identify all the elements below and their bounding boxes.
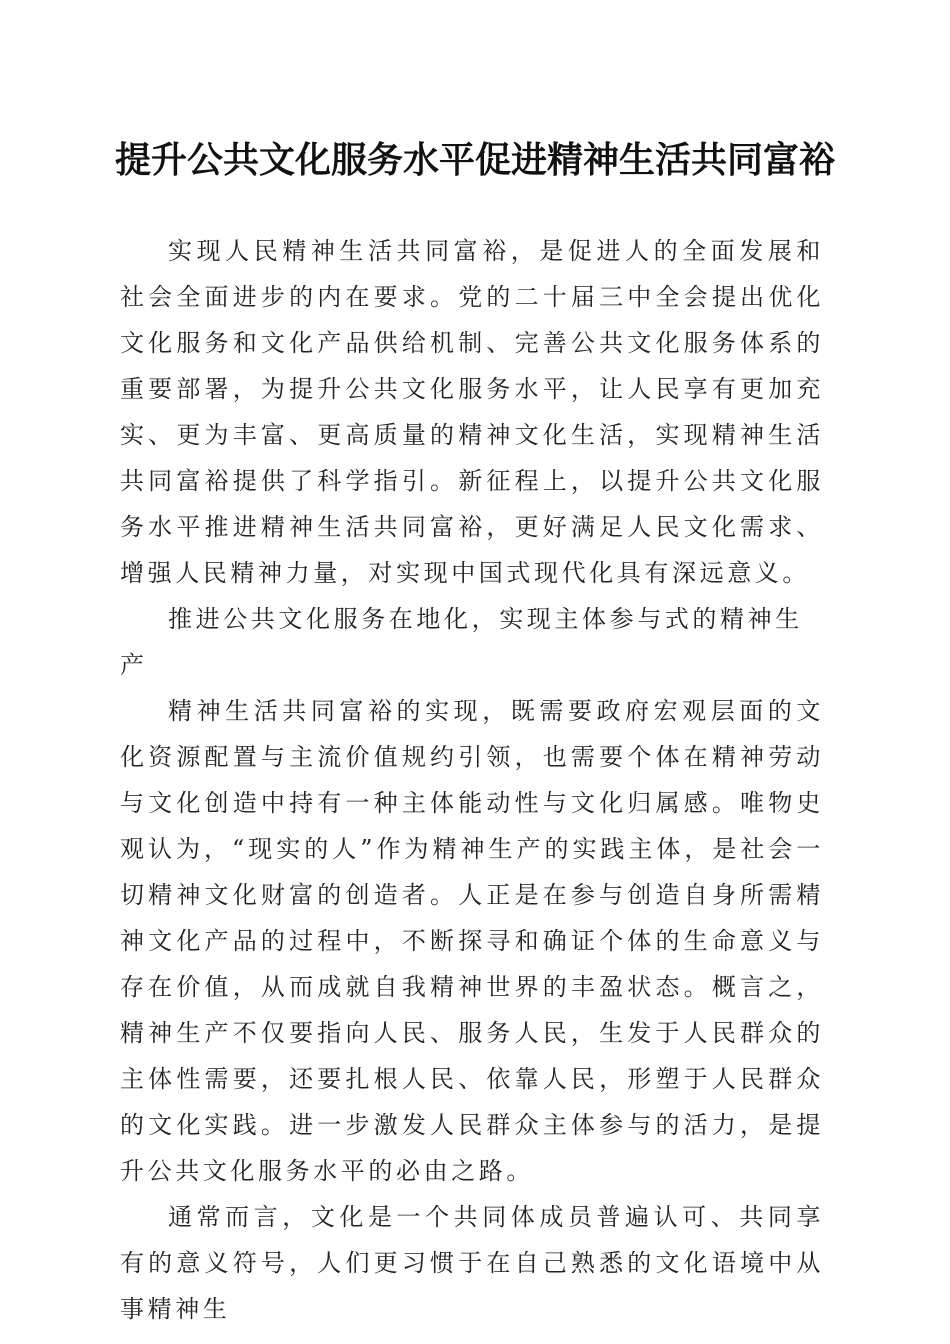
document-title: 提升公共文化服务水平促进精神生活共同富裕 [114, 139, 835, 181]
document-body [120, 228, 824, 1332]
paragraph-culture-context: 通常而言，文化是一个共同体成员普遍认可、共同享有的意义符号，人们更习惯于在自己熟悉的文化语境中从事精神生 [120, 1203, 824, 1323]
paragraph-spiritual-production: 精神生活共同富裕的实现，既需要政府宏观层面的文化资源配置与主流价值规约引领，也需要个体在精神劳动与文化创造中持有一种主体能动性与文化归属感。唯物史观认为，“现实的人”作为精神生产的实践主体，是社会一切精神文化财富的创造者。人正是在参与创造自身所需精神文化产品的过程中，不断探寻和确证个体的生命意义与存在价值，从而成就自我精神世界的丰盈状态。概言之，精神生产不仅要指向人民、服务人民，生发于人民群众的主体性需要，还要扎根人民、依靠人民，形塑于人民群众的文化实践。进一步激发人民群众主体参与的活力，是提升公共文化服务水平的必由之路。 [120, 697, 824, 1185]
paragraph-intro: 实现人民精神生活共同富裕，是促进人的全面发展和社会全面进步的内在要求。党的二十届三中全会提出优化文化服务和文化产品供给机制、完善公共文化服务体系的重要部署，为提升公共文化服务水平，让人民享有更加充实、更为丰富、更高质量的精神文化生活，实现精神生活共同富裕提供了科学指引。新征程上，以提升公共文化服务水平推进精神生活共同富裕，更好满足人民文化需求、增强人民精神力量，对实现中国式现代化具有深远意义。 [120, 237, 824, 587]
section-heading: 推进公共文化服务在地化，实现主体参与式的精神生产 [120, 605, 803, 679]
